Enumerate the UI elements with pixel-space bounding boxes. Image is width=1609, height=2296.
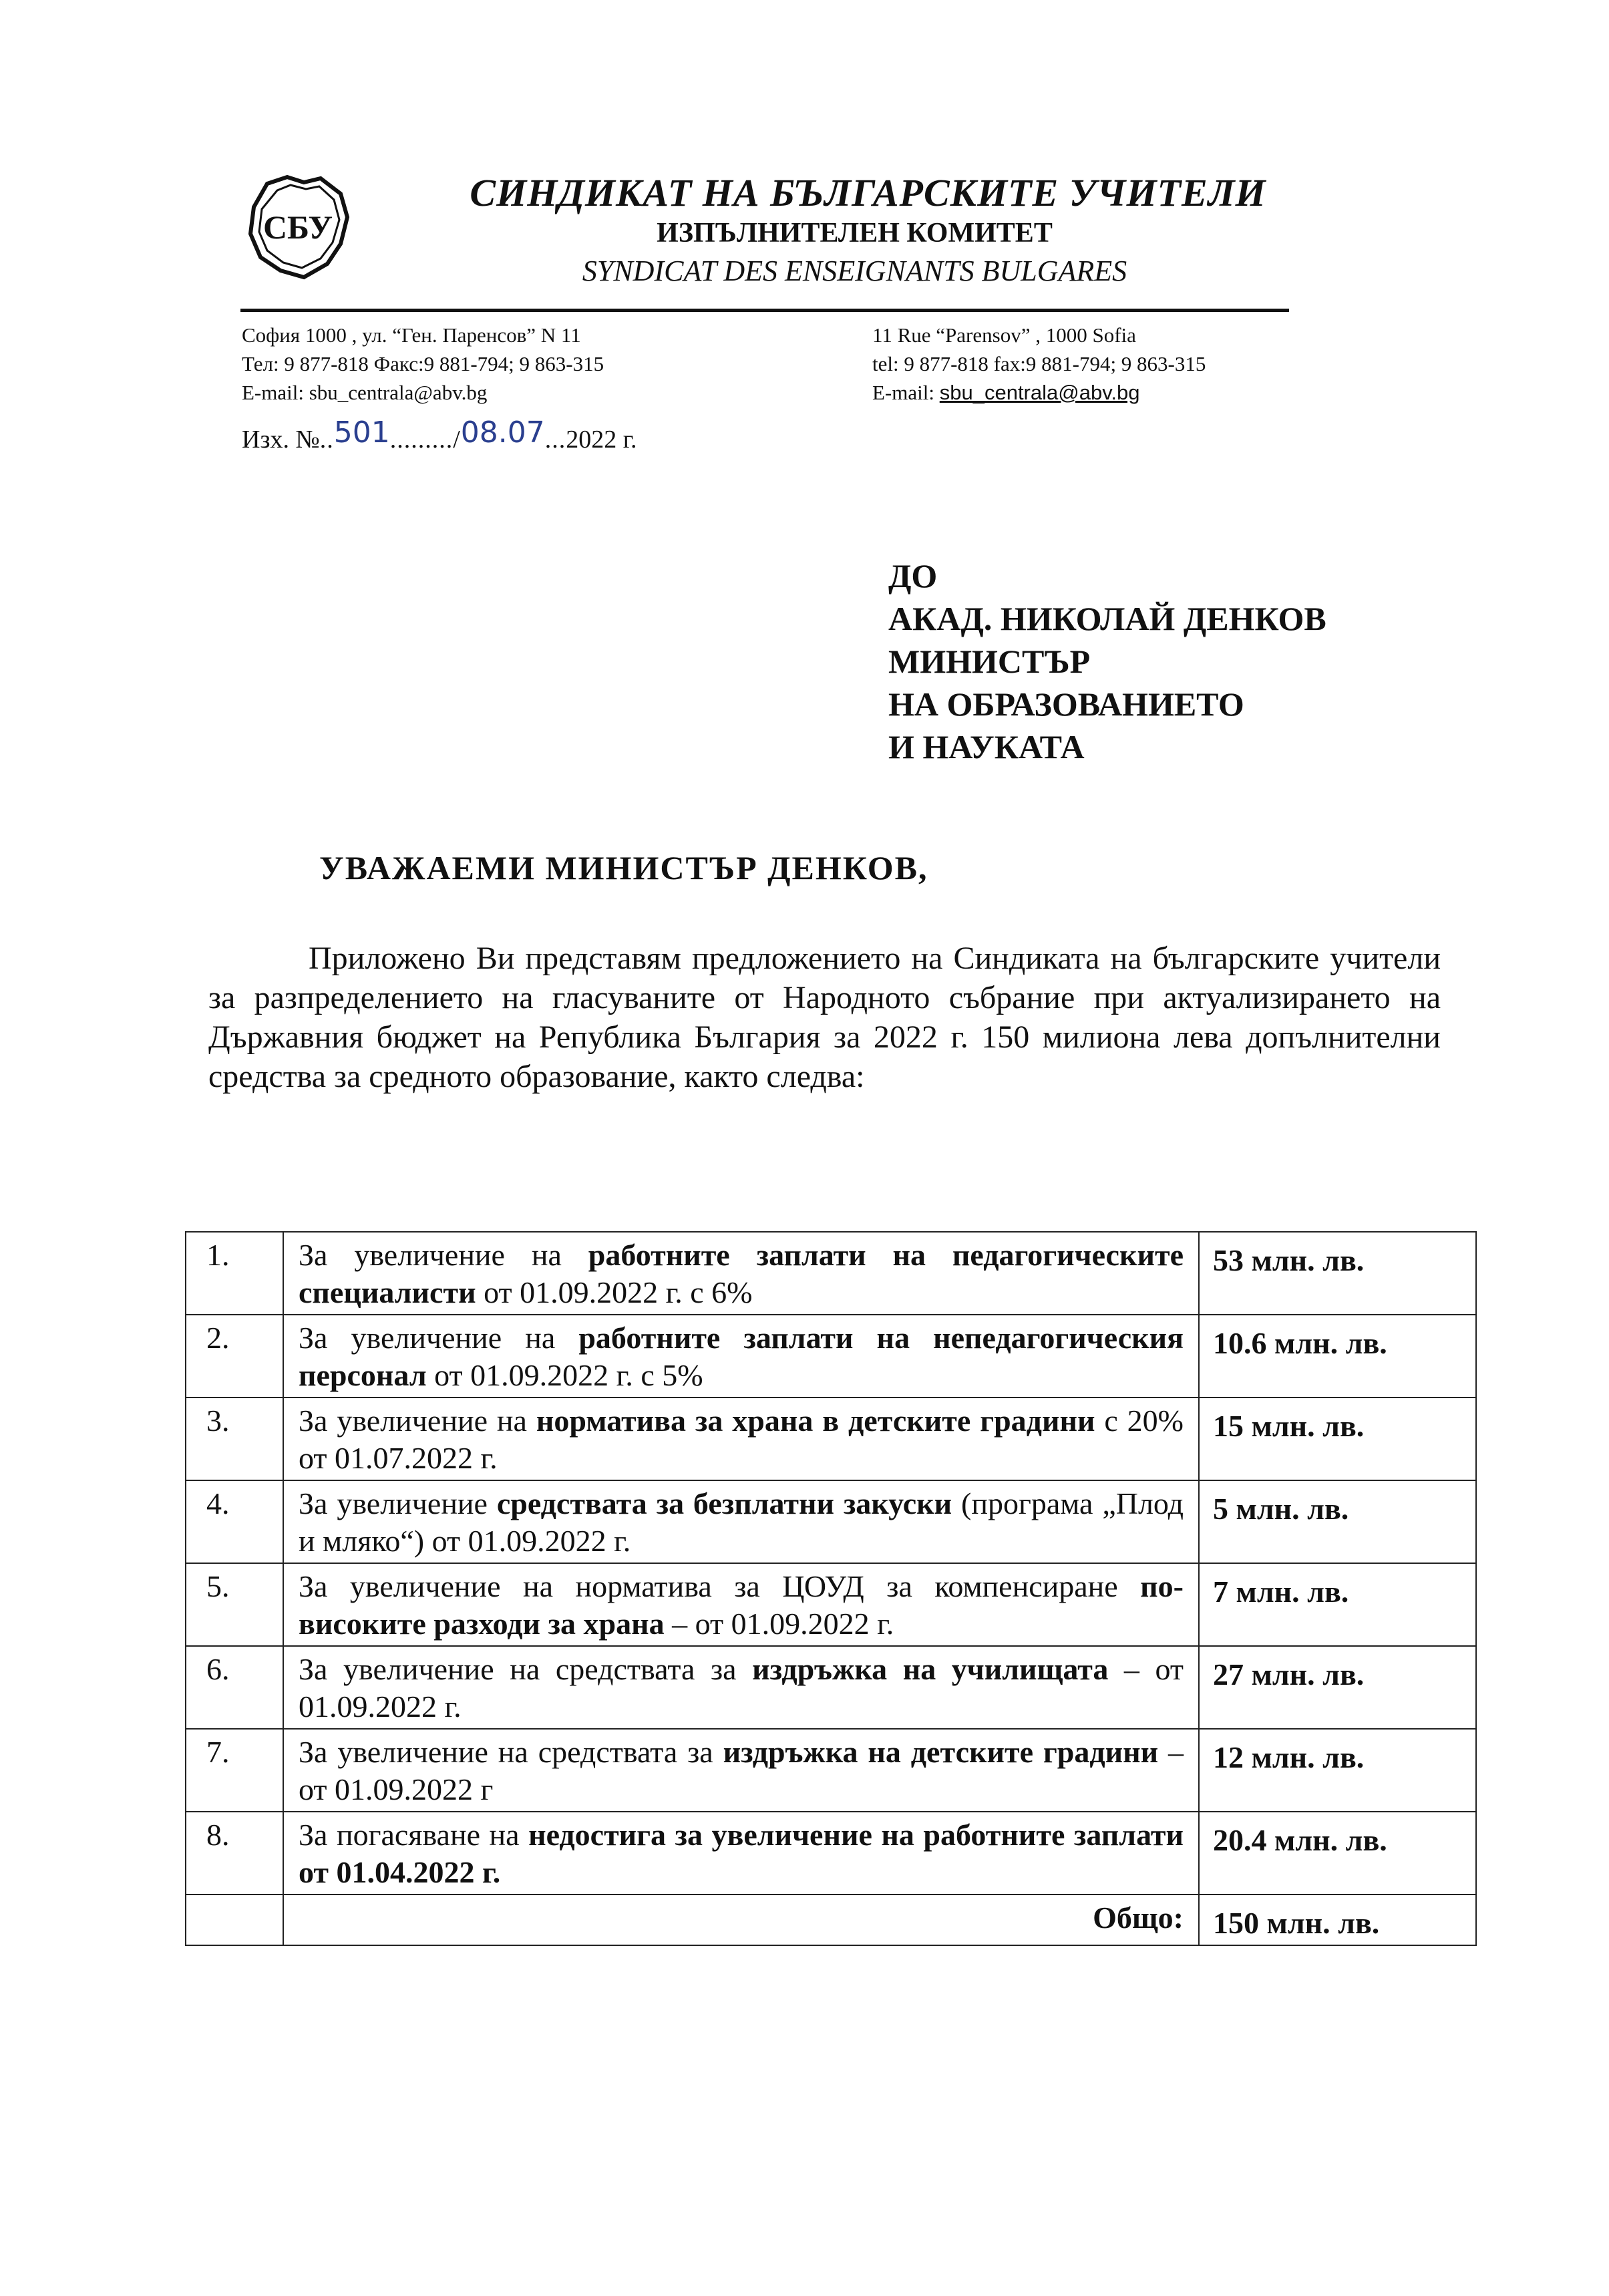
table-row bbox=[186, 1398, 1476, 1480]
row-amount: 10.6 млн. лв. bbox=[1199, 1315, 1476, 1398]
row-description-emphasis: работните заплати на непедагогическия персонал bbox=[299, 1321, 1184, 1392]
body-paragraph: Приложено Ви представям предложението на Синдиката на българските учители за разпределението на гласуваните от Народното събрание при актуализирането на Държавния бюджет на Република България за 2022 г. 150 милиона лева допълнителни средства за средното образование, както следва: bbox=[208, 941, 1441, 1094]
logo-lettering: СБУ bbox=[262, 208, 333, 246]
address-fr-line1: 11 Rue “Parensov” , 1000 Sofia bbox=[872, 323, 1136, 347]
address-bg-line1: София 1000 , ул. “Ген. Паренсов” N 11 bbox=[242, 323, 581, 347]
committee-name: ИЗПЪЛНИТЕЛЕН КОМИТЕТ bbox=[657, 218, 1053, 249]
recipient-line: МИНИСТЪР bbox=[888, 643, 1091, 680]
row-description-text: За увеличение на bbox=[299, 1321, 579, 1355]
row-description-text: За увеличение на средствата за bbox=[299, 1652, 753, 1686]
row-description-emphasis: по-високите разходи за храна bbox=[299, 1569, 1184, 1641]
row-description-text: с 20% от 01.07.2022 г. bbox=[299, 1404, 1184, 1475]
address-fr-email-label: E-mail: bbox=[872, 381, 940, 404]
row-description-text: За погасяване на bbox=[299, 1818, 529, 1852]
address-bg-line2: Тел: 9 877-818 Факс:9 881-794; 9 863-315 bbox=[242, 352, 604, 375]
recipient-line: И НАУКАТА bbox=[888, 728, 1085, 766]
address-bg-email[interactable]: sbu_centrala@abv.bg bbox=[309, 381, 488, 404]
row-description-text: (програма „Плод и мляко“) от 01.09.2022 г. bbox=[299, 1486, 1184, 1558]
row-description bbox=[283, 1398, 1199, 1480]
row-amount: 20.4 млн. лв. bbox=[1199, 1812, 1476, 1895]
row-description-emphasis: издръжка на детските градини bbox=[723, 1735, 1159, 1769]
row-description-text: – от 01.09.2022 г bbox=[299, 1735, 1184, 1806]
reference-number-handwritten: 501 bbox=[333, 416, 390, 450]
row-amount: 15 млн. лв. bbox=[1199, 1398, 1476, 1480]
recipient-line: НА ОБРАЗОВАНИЕТО bbox=[888, 685, 1244, 723]
address-bg bbox=[242, 321, 776, 407]
allocation-table bbox=[185, 1231, 1477, 1946]
row-description-text: За увеличение на bbox=[299, 1238, 588, 1272]
row-description-text: – от 01.09.2022 г. bbox=[664, 1607, 894, 1641]
row-description-text: – от 01.09.2022 г. bbox=[299, 1652, 1184, 1724]
row-number: 7. bbox=[186, 1729, 283, 1812]
row-number: 5. bbox=[186, 1563, 283, 1646]
row-description-emphasis: работните заплати на педагогическите специалисти bbox=[299, 1238, 1184, 1309]
recipient-line: АКАД. НИКОЛАЙ ДЕНКОВ bbox=[888, 600, 1326, 637]
row-number: 1. bbox=[186, 1232, 283, 1315]
address-fr-email[interactable]: sbu_centrala@abv.bg bbox=[939, 381, 1140, 404]
row-description bbox=[283, 1315, 1199, 1398]
table-total-row bbox=[186, 1895, 1476, 1945]
table-row bbox=[186, 1729, 1476, 1812]
table-row bbox=[186, 1563, 1476, 1646]
row-amount: 5 млн. лв. bbox=[1199, 1480, 1476, 1563]
row-description-emphasis: издръжка на училищата bbox=[752, 1652, 1109, 1686]
row-number: 6. bbox=[186, 1646, 283, 1729]
reference-prefix: Изх. № bbox=[242, 426, 320, 454]
salutation: УВАЖАЕМИ МИНИСТЪР ДЕНКОВ, bbox=[319, 849, 928, 886]
table-row bbox=[186, 1646, 1476, 1729]
total-label: Общо: bbox=[283, 1895, 1199, 1945]
row-description-emphasis: недостига за увеличение на работните заплати от 01.04.2022 г. bbox=[299, 1818, 1184, 1889]
row-description-text: от 01.09.2022 г. с 6% bbox=[476, 1275, 753, 1309]
row-description bbox=[283, 1563, 1199, 1646]
address-fr bbox=[872, 321, 1326, 407]
recipient-line: ДО bbox=[888, 557, 938, 595]
row-description bbox=[283, 1646, 1199, 1729]
table-row bbox=[186, 1480, 1476, 1563]
row-description-text: от 01.09.2022 г. с 5% bbox=[426, 1358, 703, 1392]
row-description-text: За увеличение bbox=[299, 1486, 497, 1520]
address-fr-email-row bbox=[872, 378, 1326, 407]
reference-year: 2022 г. bbox=[566, 426, 637, 454]
recipient-block bbox=[888, 554, 1326, 768]
row-number: 4. bbox=[186, 1480, 283, 1563]
row-number: 3. bbox=[186, 1398, 283, 1480]
row-description bbox=[283, 1480, 1199, 1563]
row-amount: 53 млн. лв. bbox=[1199, 1232, 1476, 1315]
row-number: 2. bbox=[186, 1315, 283, 1398]
org-name: СИНДИКАТ НА БЪЛГАРСКИТЕ УЧИТЕЛИ bbox=[470, 171, 1266, 214]
table-row bbox=[186, 1315, 1476, 1398]
address-fr-line2: tel: 9 877-818 fax:9 881-794; 9 863-315 bbox=[872, 352, 1206, 375]
allocation-table-body bbox=[186, 1232, 1476, 1945]
row-amount: 7 млн. лв. bbox=[1199, 1563, 1476, 1646]
row-description bbox=[283, 1232, 1199, 1315]
row-description-emphasis: средствата за безплатни закуски bbox=[496, 1486, 952, 1520]
table-row bbox=[186, 1812, 1476, 1895]
row-description-text: За увеличение на bbox=[299, 1404, 536, 1438]
table-row bbox=[186, 1232, 1476, 1315]
total-amount: 150 млн. лв. bbox=[1199, 1895, 1476, 1945]
address-bg-email-label: E-mail: bbox=[242, 381, 309, 404]
row-number: 8. bbox=[186, 1812, 283, 1895]
reference-number: Изх. №..501........./08.07...2022 г. bbox=[242, 416, 637, 454]
row-amount: 12 млн. лв. bbox=[1199, 1729, 1476, 1812]
row-description bbox=[283, 1812, 1199, 1895]
reference-date-handwritten: 08.07 bbox=[460, 416, 545, 450]
header-divider bbox=[240, 309, 1289, 312]
total-empty-cell bbox=[186, 1895, 283, 1945]
row-description-text: За увеличение на норматива за ЦОУД за компенсиране bbox=[299, 1569, 1141, 1603]
row-description-emphasis: норматива за храна в детските градини bbox=[536, 1404, 1095, 1438]
org-name-fr: SYNDICAT DES ENSEIGNANTS BULGARES bbox=[582, 255, 1127, 287]
row-amount: 27 млн. лв. bbox=[1199, 1646, 1476, 1729]
row-description bbox=[283, 1729, 1199, 1812]
address-bg-email-row bbox=[242, 378, 776, 407]
row-description-text: За увеличение на средствата за bbox=[299, 1735, 723, 1769]
